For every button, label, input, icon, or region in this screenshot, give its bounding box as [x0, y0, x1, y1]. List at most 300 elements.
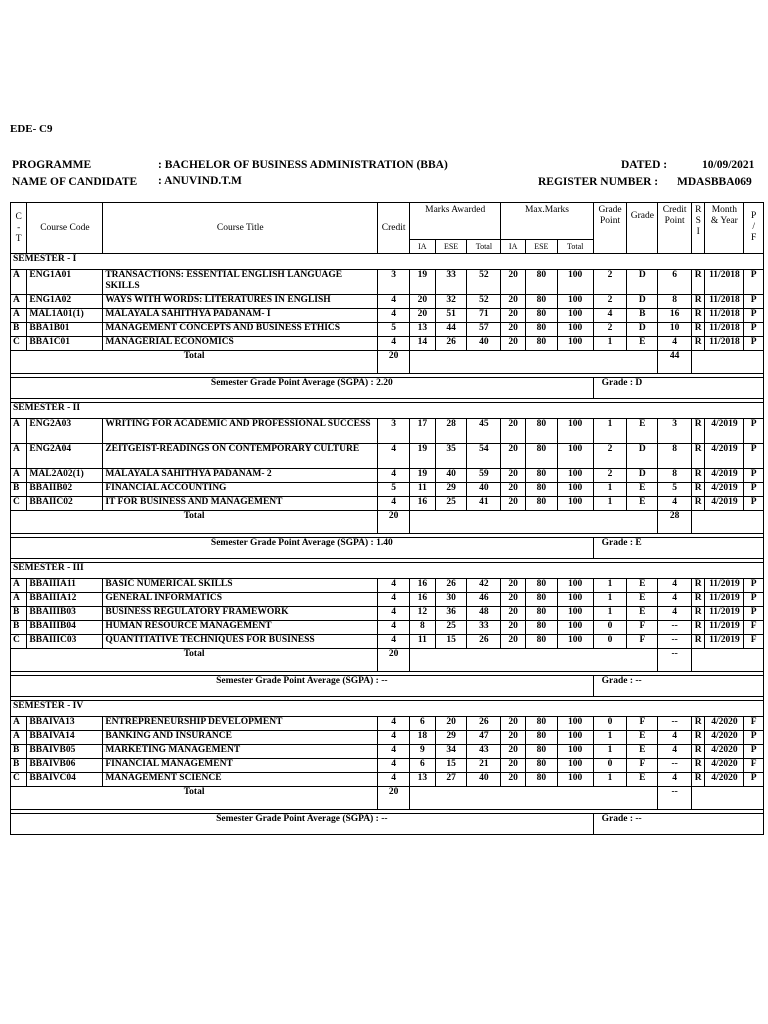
cell-max-ese: 80 — [525, 621, 557, 635]
total-spacer — [410, 787, 658, 810]
cell-category: A — [11, 270, 27, 295]
cell-grade-point: 1 — [593, 593, 627, 607]
cell-category: C — [11, 337, 27, 351]
cell-month-year: 11/2018 — [705, 309, 744, 323]
cell-max-ia: 20 — [501, 337, 526, 351]
cell-category: A — [11, 731, 27, 745]
total-label: Total — [11, 511, 378, 534]
cell-max-ia: 20 — [501, 497, 526, 511]
cell-pass-fail: P — [744, 607, 764, 621]
cell-total: 33 — [467, 621, 501, 635]
register-value: MDASBBA069 — [677, 176, 752, 188]
cell-course-title: ZEITGEIST-READINGS ON CONTEMPORARY CULTURE — [103, 444, 378, 469]
cell-credit-point: 10 — [658, 323, 692, 337]
cell-credit-point: 6 — [658, 270, 692, 295]
cell-month-year: 11/2018 — [705, 323, 744, 337]
cell-max-ia: 20 — [501, 731, 526, 745]
cell-category: A — [11, 309, 27, 323]
cell-max-ia: 20 — [501, 607, 526, 621]
semester-grade: Grade : D — [593, 378, 763, 399]
cell-ia: 16 — [410, 579, 436, 593]
cell-grade-point: 4 — [593, 309, 627, 323]
cell-credit: 4 — [378, 635, 410, 649]
cell-month-year: 11/2019 — [705, 635, 744, 649]
cell-max-total: 100 — [557, 621, 593, 635]
semester-heading: SEMESTER - I — [11, 254, 764, 270]
cell-course-code: BBAIVA14 — [27, 731, 103, 745]
cell-ia: 11 — [410, 483, 436, 497]
cell-grade: D — [627, 444, 658, 469]
cell-credit-point: 4 — [658, 337, 692, 351]
cell-course-title: MALAYALA SAHITHYA PADANAM- 2 — [103, 469, 378, 483]
course-row — [11, 270, 764, 295]
dated-label: DATED : — [621, 159, 668, 171]
semester-heading: SEMESTER - III — [11, 563, 764, 579]
cell-ia: 14 — [410, 337, 436, 351]
cell-max-total: 100 — [557, 295, 593, 309]
cell-rsi: R — [692, 270, 705, 295]
cell-credit: 4 — [378, 295, 410, 309]
cell-credit: 4 — [378, 759, 410, 773]
cell-max-ese: 80 — [525, 295, 557, 309]
total-credit: 20 — [378, 787, 410, 810]
cell-month-year: 4/2019 — [705, 497, 744, 511]
cell-course-code: ENG1A02 — [27, 295, 103, 309]
cell-course-title: WAYS WITH WORDS: LITERATURES IN ENGLISH — [103, 295, 378, 309]
col-ia: IA — [410, 240, 436, 254]
course-row — [11, 731, 764, 745]
cell-credit: 4 — [378, 444, 410, 469]
cell-rsi: R — [692, 483, 705, 497]
col-rsi: R S I — [692, 203, 705, 254]
cell-max-ia: 20 — [501, 444, 526, 469]
programme-value: : BACHELOR OF BUSINESS ADMINISTRATION (BBA) — [158, 159, 448, 171]
cell-ese: 33 — [435, 270, 467, 295]
cell-grade: E — [627, 579, 658, 593]
cell-ese: 44 — [435, 323, 467, 337]
cell-total: 40 — [467, 337, 501, 351]
cell-grade: E — [627, 483, 658, 497]
cell-category: C — [11, 773, 27, 787]
cell-credit: 4 — [378, 593, 410, 607]
cell-course-title: TRANSACTIONS: ESSENTIAL ENGLISH LANGUAGE SKILLS — [103, 270, 378, 295]
cell-category: B — [11, 745, 27, 759]
cell-ia: 13 — [410, 323, 436, 337]
total-credit: 20 — [378, 511, 410, 534]
cell-course-title: MALAYALA SAHITHYA PADANAM- I — [103, 309, 378, 323]
cell-course-title: HUMAN RESOURCE MANAGEMENT — [103, 621, 378, 635]
cell-month-year: 4/2020 — [705, 717, 744, 731]
course-row — [11, 621, 764, 635]
cell-category: B — [11, 759, 27, 773]
total-spacer — [410, 649, 658, 672]
cell-course-title: BANKING AND INSURANCE — [103, 731, 378, 745]
cell-max-total: 100 — [557, 469, 593, 483]
cell-category: C — [11, 497, 27, 511]
cell-rsi: R — [692, 295, 705, 309]
cell-course-code: ENG2A04 — [27, 444, 103, 469]
cell-pass-fail: P — [744, 731, 764, 745]
total-credit-point: 28 — [658, 511, 692, 534]
cell-max-ese: 80 — [525, 773, 557, 787]
cell-ia: 19 — [410, 270, 436, 295]
course-row — [11, 717, 764, 731]
cell-rsi: R — [692, 323, 705, 337]
cell-ia: 20 — [410, 309, 436, 323]
cell-course-title: MANAGEMENT CONCEPTS AND BUSINESS ETHICS — [103, 323, 378, 337]
course-row — [11, 337, 764, 351]
cell-grade: F — [627, 621, 658, 635]
cell-rsi: R — [692, 745, 705, 759]
cell-course-title: MARKETING MANAGEMENT — [103, 745, 378, 759]
cell-total: 21 — [467, 759, 501, 773]
cell-max-ese: 80 — [525, 419, 557, 444]
cell-course-title: ENTREPRENEURSHIP DEVELOPMENT — [103, 717, 378, 731]
cell-ese: 28 — [435, 419, 467, 444]
cell-ese: 15 — [435, 759, 467, 773]
programme-label: PROGRAMME — [12, 159, 92, 171]
total-credit-point: -- — [658, 787, 692, 810]
cell-course-code: BBA1B01 — [27, 323, 103, 337]
cell-max-total: 100 — [557, 593, 593, 607]
cell-rsi: R — [692, 469, 705, 483]
cell-grade-point: 2 — [593, 444, 627, 469]
cell-pass-fail: P — [744, 745, 764, 759]
cell-total: 71 — [467, 309, 501, 323]
course-row — [11, 635, 764, 649]
sgpa: Semester Grade Point Average (SGPA) : 2.20 — [11, 378, 594, 399]
cell-max-ia: 20 — [501, 323, 526, 337]
cell-pass-fail: P — [744, 444, 764, 469]
cell-course-code: BBAIVB05 — [27, 745, 103, 759]
cell-max-ese: 80 — [525, 717, 557, 731]
col-ese: ESE — [435, 240, 467, 254]
course-row — [11, 759, 764, 773]
cell-grade-point: 0 — [593, 621, 627, 635]
cell-ese: 27 — [435, 773, 467, 787]
cell-ese: 15 — [435, 635, 467, 649]
cell-category: B — [11, 607, 27, 621]
semester-heading: SEMESTER - IV — [11, 701, 764, 717]
cell-credit-point: -- — [658, 635, 692, 649]
total-spacer-end — [692, 351, 764, 374]
cell-category: A — [11, 419, 27, 444]
cell-ia: 17 — [410, 419, 436, 444]
cell-max-ese: 80 — [525, 323, 557, 337]
cell-credit-point: -- — [658, 759, 692, 773]
cell-ese: 25 — [435, 497, 467, 511]
col-course-title: Course Title — [103, 203, 378, 254]
cell-course-code: BBAIIIB03 — [27, 607, 103, 621]
cell-credit: 4 — [378, 469, 410, 483]
total-spacer-end — [692, 649, 764, 672]
cell-credit-point: 4 — [658, 497, 692, 511]
cell-rsi: R — [692, 579, 705, 593]
total-spacer-end — [692, 511, 764, 534]
cell-max-ese: 80 — [525, 593, 557, 607]
total-label: Total — [11, 351, 378, 374]
cell-max-ese: 80 — [525, 444, 557, 469]
cell-rsi: R — [692, 419, 705, 444]
cell-credit: 4 — [378, 309, 410, 323]
cell-total: 52 — [467, 270, 501, 295]
cell-course-title: GENERAL INFORMATICS — [103, 593, 378, 607]
cell-month-year: 4/2019 — [705, 419, 744, 444]
cell-credit: 3 — [378, 270, 410, 295]
cell-course-title: FINANCIAL ACCOUNTING — [103, 483, 378, 497]
cell-pass-fail: P — [744, 270, 764, 295]
cell-credit-point: 8 — [658, 295, 692, 309]
cell-credit: 3 — [378, 419, 410, 444]
cell-grade-point: 1 — [593, 337, 627, 351]
cell-month-year: 4/2020 — [705, 745, 744, 759]
cell-ese: 32 — [435, 295, 467, 309]
cell-grade-point: 1 — [593, 773, 627, 787]
cell-credit-point: -- — [658, 621, 692, 635]
cell-pass-fail: F — [744, 717, 764, 731]
cell-month-year: 11/2019 — [705, 607, 744, 621]
course-row — [11, 497, 764, 511]
cell-ia: 13 — [410, 773, 436, 787]
cell-ia: 19 — [410, 444, 436, 469]
cell-total: 42 — [467, 579, 501, 593]
cell-grade-point: 0 — [593, 759, 627, 773]
cell-month-year: 4/2020 — [705, 759, 744, 773]
course-row — [11, 745, 764, 759]
cell-credit: 5 — [378, 483, 410, 497]
cell-max-ese: 80 — [525, 483, 557, 497]
dated-value: 10/09/2021 — [702, 159, 755, 171]
cell-grade-point: 1 — [593, 419, 627, 444]
cell-max-ese: 80 — [525, 607, 557, 621]
cell-max-total: 100 — [557, 759, 593, 773]
cell-credit-point: 4 — [658, 579, 692, 593]
cell-max-total: 100 — [557, 607, 593, 621]
cell-ese: 26 — [435, 579, 467, 593]
cell-total: 57 — [467, 323, 501, 337]
cell-pass-fail: P — [744, 773, 764, 787]
cell-max-ese: 80 — [525, 497, 557, 511]
cell-grade-point: 1 — [593, 579, 627, 593]
cell-rsi: R — [692, 309, 705, 323]
total-label: Total — [11, 649, 378, 672]
cell-total: 54 — [467, 444, 501, 469]
cell-max-ia: 20 — [501, 773, 526, 787]
cell-month-year: 4/2019 — [705, 483, 744, 497]
cell-category: A — [11, 593, 27, 607]
cell-category: B — [11, 483, 27, 497]
cell-max-total: 100 — [557, 323, 593, 337]
total-credit-point: -- — [658, 649, 692, 672]
cell-total: 40 — [467, 773, 501, 787]
cell-credit-point: 8 — [658, 469, 692, 483]
cell-rsi: R — [692, 337, 705, 351]
cell-pass-fail: P — [744, 593, 764, 607]
cell-pass-fail: P — [744, 323, 764, 337]
course-row — [11, 444, 764, 469]
cell-grade-point: 1 — [593, 731, 627, 745]
cell-month-year: 4/2020 — [705, 773, 744, 787]
cell-rsi: R — [692, 717, 705, 731]
cell-grade: D — [627, 295, 658, 309]
cell-category: C — [11, 635, 27, 649]
sgpa: Semester Grade Point Average (SGPA) : 1.40 — [11, 538, 594, 559]
cell-credit-point: 4 — [658, 731, 692, 745]
cell-max-ese: 80 — [525, 469, 557, 483]
cell-ia: 16 — [410, 497, 436, 511]
document-code: EDE- C9 — [10, 123, 53, 135]
cell-credit: 4 — [378, 337, 410, 351]
semester-grade: Grade : -- — [593, 814, 763, 835]
cell-rsi: R — [692, 731, 705, 745]
course-row — [11, 607, 764, 621]
cell-pass-fail: P — [744, 419, 764, 444]
cell-max-ia: 20 — [501, 295, 526, 309]
cell-rsi: R — [692, 759, 705, 773]
cell-course-code: BBAIVB06 — [27, 759, 103, 773]
course-row — [11, 593, 764, 607]
cell-grade: E — [627, 607, 658, 621]
cell-course-code: MAL1A01(1) — [27, 309, 103, 323]
cell-rsi: R — [692, 773, 705, 787]
cell-max-ese: 80 — [525, 731, 557, 745]
col-total: Total — [467, 240, 501, 254]
cell-ia: 19 — [410, 469, 436, 483]
cell-credit: 4 — [378, 579, 410, 593]
total-spacer-end — [692, 787, 764, 810]
cell-max-ia: 20 — [501, 579, 526, 593]
cell-pass-fail: F — [744, 759, 764, 773]
cell-max-ia: 20 — [501, 759, 526, 773]
cell-grade-point: 1 — [593, 745, 627, 759]
cell-credit-point: 4 — [658, 593, 692, 607]
cell-grade: F — [627, 759, 658, 773]
cell-course-title: IT FOR BUSINESS AND MANAGEMENT — [103, 497, 378, 511]
cell-ia: 18 — [410, 731, 436, 745]
cell-total: 45 — [467, 419, 501, 444]
cell-month-year: 11/2019 — [705, 579, 744, 593]
total-spacer — [410, 511, 658, 534]
cell-grade: F — [627, 635, 658, 649]
cell-grade: D — [627, 469, 658, 483]
cell-ese: 26 — [435, 337, 467, 351]
cell-pass-fail: P — [744, 469, 764, 483]
cell-credit: 4 — [378, 497, 410, 511]
course-row — [11, 309, 764, 323]
cell-ese: 29 — [435, 731, 467, 745]
cell-course-title: MANAGEMENT SCIENCE — [103, 773, 378, 787]
cell-course-code: BBAIIIA11 — [27, 579, 103, 593]
cell-grade: E — [627, 773, 658, 787]
col-grade: Grade — [627, 203, 658, 254]
cell-month-year: 4/2019 — [705, 444, 744, 469]
cell-ese: 51 — [435, 309, 467, 323]
cell-ese: 40 — [435, 469, 467, 483]
cell-credit-point: 8 — [658, 444, 692, 469]
cell-ia: 16 — [410, 593, 436, 607]
cell-category: B — [11, 621, 27, 635]
cell-credit: 4 — [378, 773, 410, 787]
col-course-code: Course Code — [27, 203, 103, 254]
cell-max-ia: 20 — [501, 593, 526, 607]
cell-ia: 6 — [410, 717, 436, 731]
cell-category: A — [11, 717, 27, 731]
cell-grade-point: 1 — [593, 497, 627, 511]
col-max-total: Total — [557, 240, 593, 254]
cell-month-year: 4/2020 — [705, 731, 744, 745]
cell-grade-point: 0 — [593, 717, 627, 731]
col-credit-point: Credit Point — [658, 203, 692, 254]
cell-course-code: BBAIIIA12 — [27, 593, 103, 607]
cell-max-ia: 20 — [501, 469, 526, 483]
cell-month-year: 11/2019 — [705, 593, 744, 607]
cell-course-code: BBAIIC02 — [27, 497, 103, 511]
cell-max-total: 100 — [557, 444, 593, 469]
cell-grade: B — [627, 309, 658, 323]
cell-ese: 29 — [435, 483, 467, 497]
cell-credit: 4 — [378, 621, 410, 635]
cell-pass-fail: P — [744, 337, 764, 351]
cell-total: 43 — [467, 745, 501, 759]
semester-grade: Grade : -- — [593, 676, 763, 697]
cell-max-ese: 80 — [525, 309, 557, 323]
col-max-ia: IA — [501, 240, 526, 254]
cell-course-title: MANAGERIAL ECONOMICS — [103, 337, 378, 351]
cell-rsi: R — [692, 621, 705, 635]
cell-course-title: QUANTITATIVE TECHNIQUES FOR BUSINESS — [103, 635, 378, 649]
cell-max-total: 100 — [557, 731, 593, 745]
cell-credit-point: 4 — [658, 745, 692, 759]
cell-total: 46 — [467, 593, 501, 607]
cell-max-total: 100 — [557, 773, 593, 787]
cell-grade: E — [627, 593, 658, 607]
cell-course-code: BBAIIIC03 — [27, 635, 103, 649]
cell-max-ese: 80 — [525, 635, 557, 649]
cell-max-ese: 80 — [525, 579, 557, 593]
cell-ese: 30 — [435, 593, 467, 607]
cell-max-total: 100 — [557, 419, 593, 444]
cell-total: 47 — [467, 731, 501, 745]
cell-max-ia: 20 — [501, 309, 526, 323]
cell-course-code: BBAIIIB04 — [27, 621, 103, 635]
cell-course-code: ENG1A01 — [27, 270, 103, 295]
cell-credit: 4 — [378, 607, 410, 621]
col-max-marks: Max.Marks — [501, 203, 593, 240]
cell-pass-fail: P — [744, 497, 764, 511]
cell-credit-point: 5 — [658, 483, 692, 497]
cell-category: A — [11, 444, 27, 469]
candidate-label: NAME OF CANDIDATE — [12, 176, 138, 188]
cell-ese: 25 — [435, 621, 467, 635]
cell-max-ia: 20 — [501, 717, 526, 731]
cell-rsi: R — [692, 607, 705, 621]
cell-max-ese: 80 — [525, 337, 557, 351]
cell-ia: 12 — [410, 607, 436, 621]
course-row — [11, 323, 764, 337]
cell-max-ia: 20 — [501, 483, 526, 497]
cell-course-code: BBAIIB02 — [27, 483, 103, 497]
cell-grade: D — [627, 323, 658, 337]
cell-grade: E — [627, 745, 658, 759]
cell-max-ia: 20 — [501, 745, 526, 759]
cell-pass-fail: P — [744, 579, 764, 593]
cell-ese: 36 — [435, 607, 467, 621]
cell-pass-fail: P — [744, 295, 764, 309]
cell-category: A — [11, 579, 27, 593]
course-row — [11, 773, 764, 787]
cell-max-total: 100 — [557, 309, 593, 323]
sgpa: Semester Grade Point Average (SGPA) : -- — [11, 814, 594, 835]
